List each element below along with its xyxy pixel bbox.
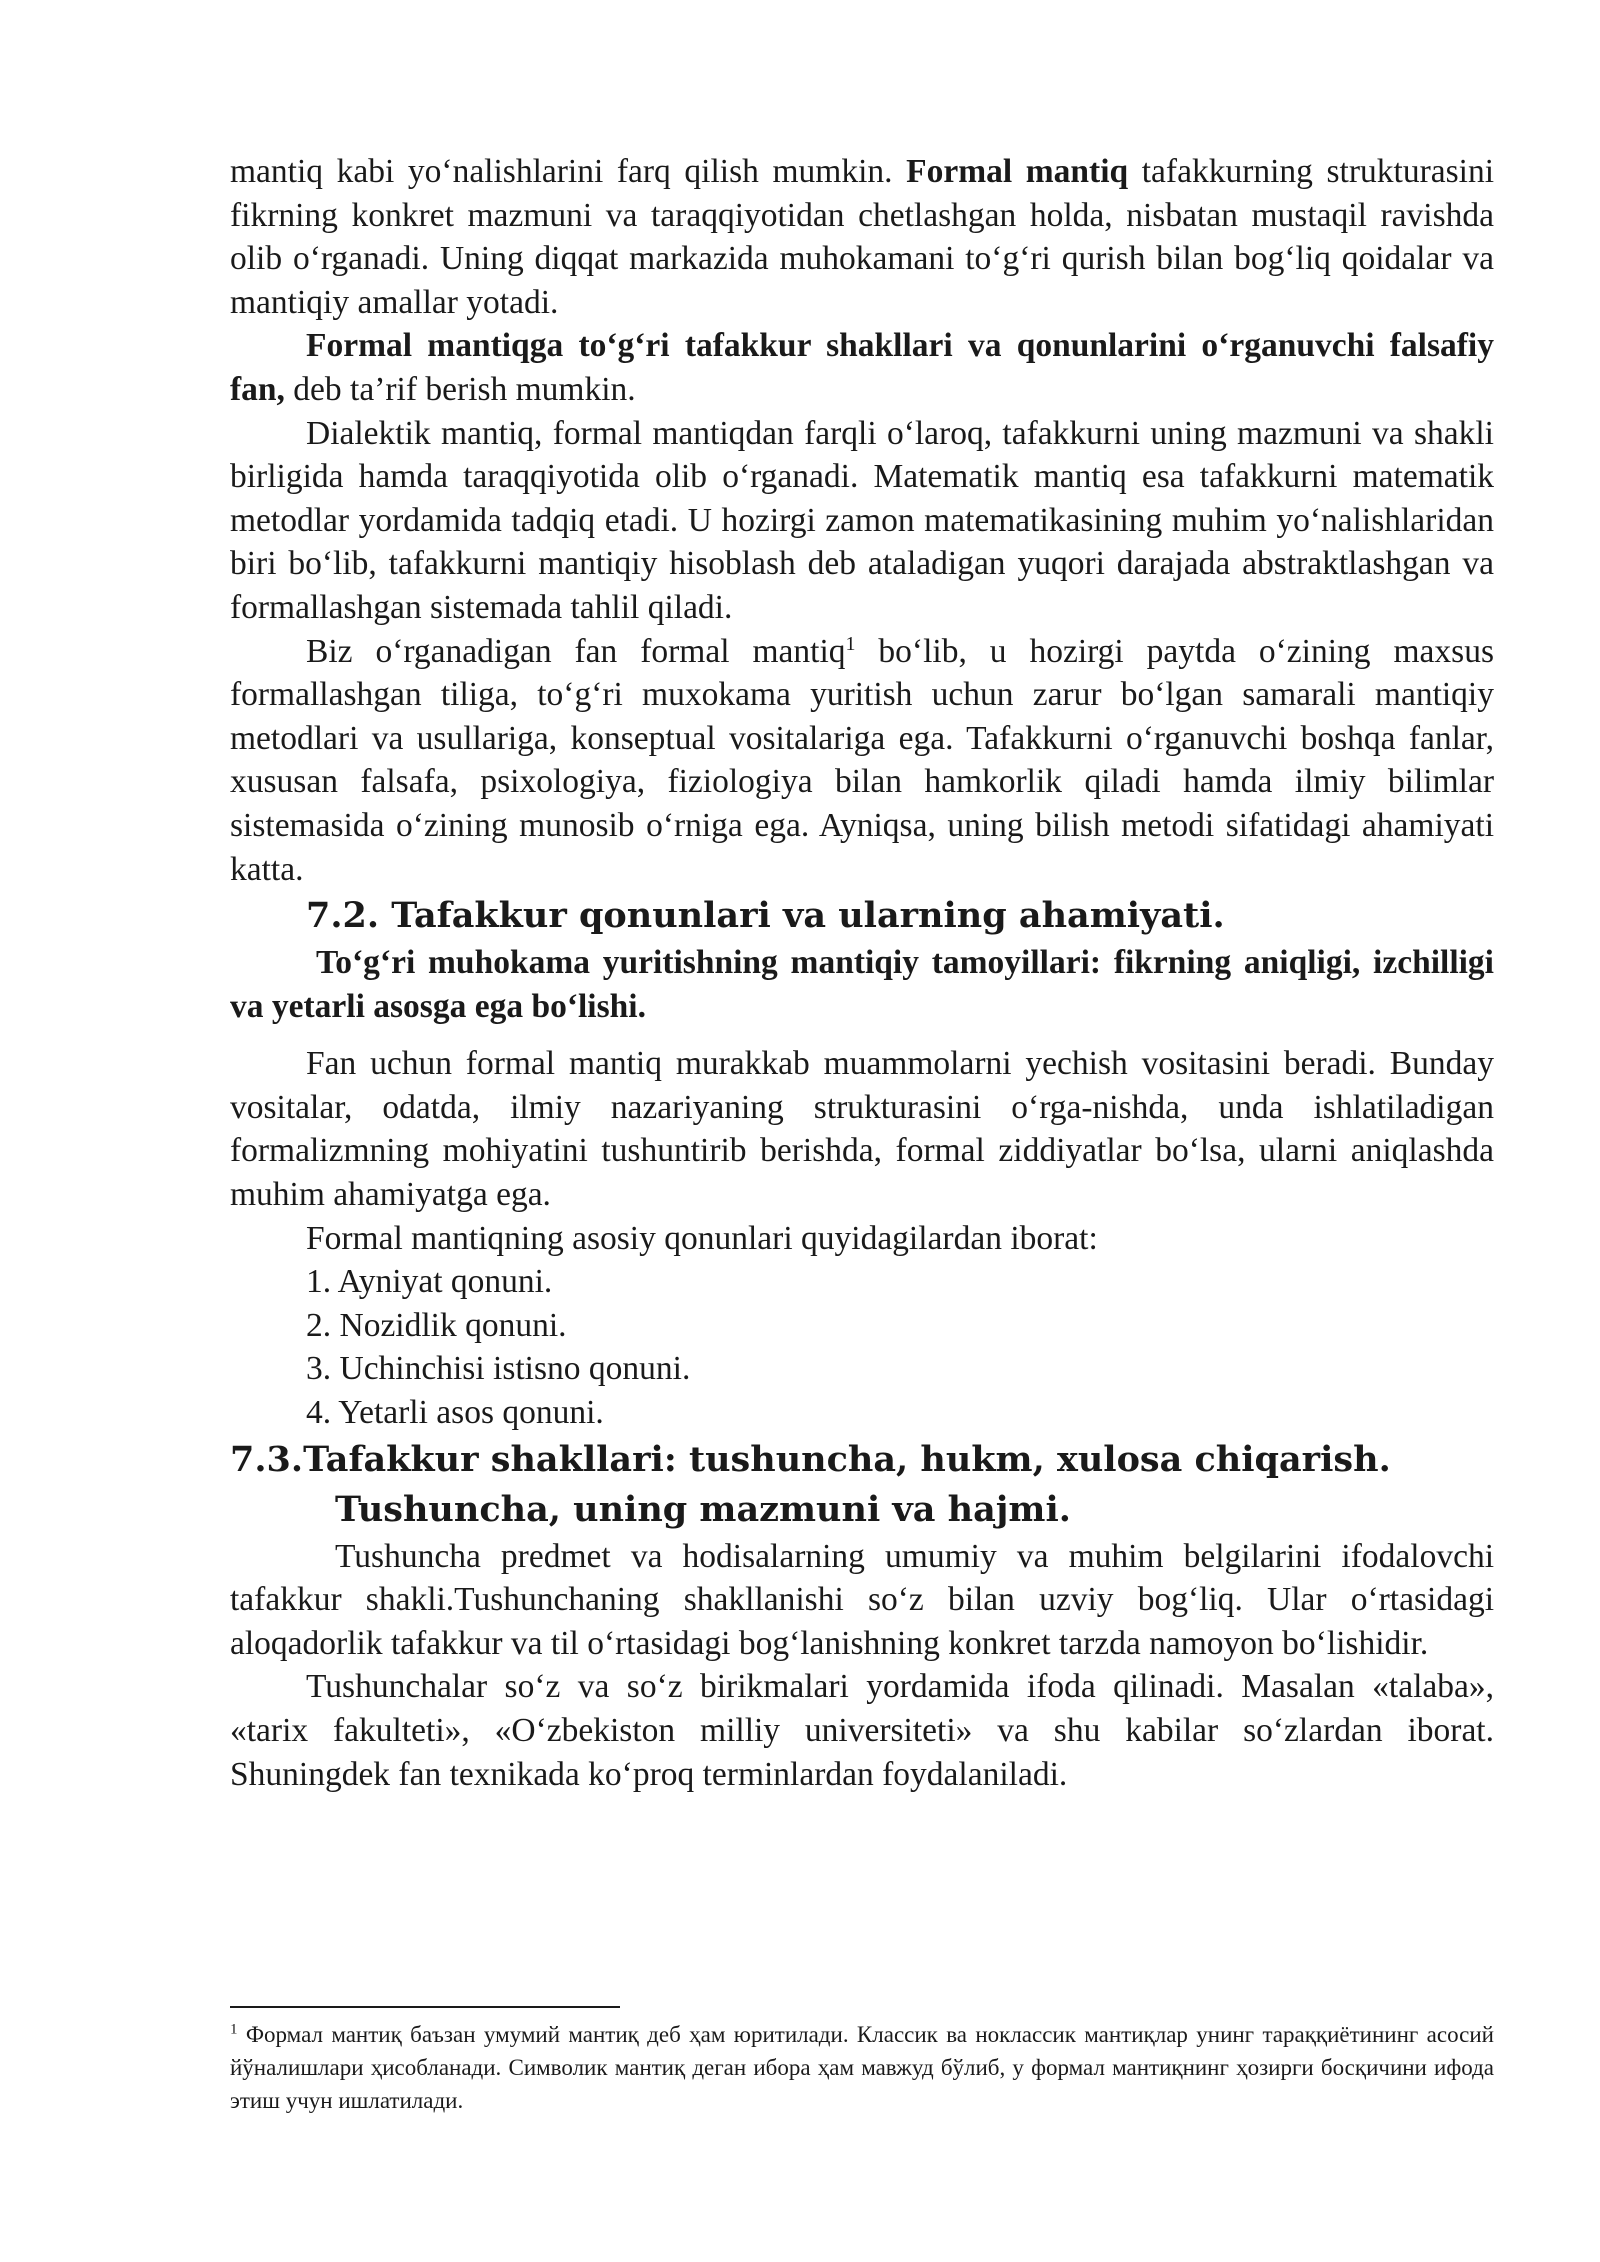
footnote <box>230 2018 1494 2117</box>
paragraph-concept-expression: Tushunchalar so‘z va so‘z birikmalari yordamida ifoda qilinadi. Masalan «talaba», «tarix fakulteti», «O‘zbekiston milliy universiteti» va shu kabilar so‘zlardan iborat. Shuningdek fan texnikada ko‘proq terminlardan foydalaniladi. <box>230 1668 1494 1793</box>
definition-bold: Formal mantiqga to‘g‘ri tafakkur shakllari va qonunlarini o‘rganuvchi falsafiy fan, <box>230 327 1494 408</box>
list-item: 2. Nozidlik qonuni. <box>306 1306 567 1344</box>
paragraph-formal-logic-intro: mantiq kabi yo‘nalishlarini farq qilish mumkin. Formal mantiq tafakkurning strukturasini fikrning konkret mazmuni va taraqqiyotidan chetlashgan holda, nisbatan mustaqil ravishda olib o‘rganadi. Uning diqqat markazida muhokamani to‘g‘ri qurish bilan bog‘liq qoidalar va mantiqiy amallar yotadi. <box>230 153 1494 321</box>
paragraph-subject: Biz o‘rganadigan fan formal mantiq$^1$ bo‘lib, u hozirgi paytda o‘zining maxsus formallashgan tiliga, to‘g‘ri muxokama yuritish uchun zarur bo‘lgan samarali mantiqiy metodlari va usullariga, konseptual vositalariga ega. Tafakkurni o‘rganuvchi boshqa fanlar, xususan falsafa, psixologiya, fiziologiya bilan hamkorlik qiladi hamda ilmiy bilimlar sistemasida o‘zining munosib o‘rniga ega. Ayniqsa, uning bilish metodi sifatidagi ahamiyati katta. <box>230 632 1494 888</box>
list-item: 1. Ayniyat qonuni. <box>306 1263 553 1301</box>
subsection-heading-concept: Tushuncha, uning mazmuni va hajmi. <box>335 1488 1071 1530</box>
section-heading-7-3: 7.3.Tafakkur shakllari: tushuncha, hukm, xulosa chiqarish. <box>230 1438 1391 1480</box>
paragraph-concept-definition: Tushuncha predmet va hodisalarning umumiy va muhim belgilarini ifodalovchi tafakkur shakli.Tushunchaning shakllanishi so‘z bilan uzviy bog‘liq. Ular o‘rtasidagi aloqadorlik tafakkur va til o‘rtasidagi bog‘lanishning konkret tarzda namoyon bo‘lishidir. <box>230 1537 1494 1662</box>
paragraph-science-tools: Fan uchun formal mantiq murakkab muammolarni yechish vositasini beradi. Bunday vositalar, odatda, ilmiy nazariyaning strukturasini o‘rga-nishda, unda ishlatiladigan formalizmning mohiyatini tushuntirib berishda, formal ziddiyatlar bo‘lsa, ularni aniqlashda muhim ahamiyatga ega. <box>230 1045 1494 1214</box>
term-formal-mantiq: Formal mantiq <box>906 153 1129 190</box>
list-item: 3. Uchinchisi istisno qonuni. <box>306 1350 691 1388</box>
paragraph-definition: Formal mantiqga to‘g‘ri tafakkur shakllari va qonunlarini o‘rganuvchi falsafiy fan, deb ta’rif berish mumkin. <box>230 327 1494 408</box>
paragraph-dialectical-logic: Dialektik mantiq, formal mantiqdan farqli o‘laroq, tafakkurni uning mazmuni va shakli birligida hamda taraqqiyotida olib o‘rganadi. Matematik mantiq esa tafakkurni matematik metodlar yordamida tadqiq etadi. U hozirgi zamon matematikasining muhim yo‘nalishlaridan biri bo‘lib, tafakkurni mantiqiy hisoblash deb ataladigan yuqori darajada abstraktlashgan va formallashgan sistemada tahlil qiladi. <box>230 414 1494 626</box>
footnote-number: 1 <box>230 2021 238 2038</box>
subheading-principles: To‘g‘ri muhokama yuritishning mantiqiy tamoyillari: fikrning aniqligi, izchilligi va yetarli asosga ega bo‘lishi. <box>230 944 1494 1025</box>
laws-list <box>230 1260 1494 1434</box>
footnote-ref[interactable]: 1 <box>845 632 856 655</box>
list-item: 4. Yetarli asos qonuni. <box>306 1394 604 1432</box>
footnote-separator <box>230 2006 620 2008</box>
document-body <box>230 150 1494 1796</box>
paragraph-laws-intro: Formal mantiqning asosiy qonunlari quyidagilardan iborat: <box>306 1219 1098 1257</box>
footnote-text: Формал мантиқ баъзан умумий мантиқ деб ҳам юритилади. Классик ва ноклассик мантиқлар унинг тараққиётининг асосий йўналишлари ҳисобланади. Символик мантиқ деган ибора ҳам мавжуд бўлиб, у формал мантиқнинг ҳозирги босқичини ифода этиш учун ишлатилади. <box>230 2022 1494 2113</box>
section-heading-7-2: 7.2. Tafakkur qonunlari va ularning ahamiyati. <box>306 895 1225 937</box>
